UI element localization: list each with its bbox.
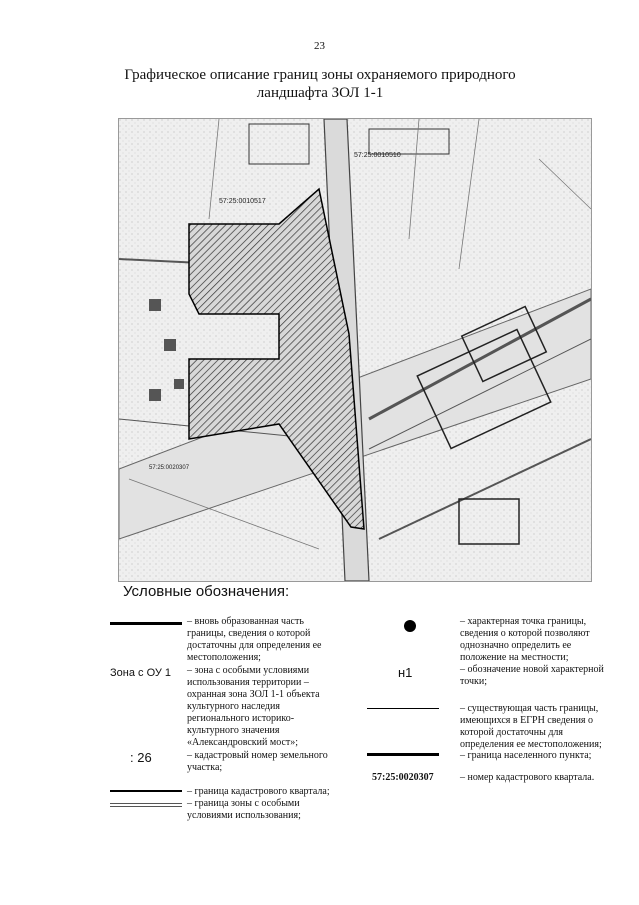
legend-thick-line-symbol (110, 622, 182, 625)
legend-text: – существующая часть границы, имеющихся в ЕГРН сведения о которой достаточны для определения ее местоположения; (460, 703, 602, 750)
legend-cadastral-number-symbol: : 26 (130, 750, 152, 765)
cadastral-map (118, 118, 592, 582)
legend-text: – граница населенного пункта; (460, 750, 592, 761)
page-number: 23 (314, 40, 325, 52)
legend-zone-boundary-symbol (110, 803, 182, 807)
legend-quarter-line-symbol (110, 790, 182, 792)
legend-text: – кадастровый номер земельного участка; (187, 750, 328, 773)
legend-heading: Условные обозначения: (123, 583, 290, 600)
map-drawing (119, 119, 591, 581)
legend-text: – вновь образованная часть границы, сведения о которой достаточны для определения ее местоположения; (187, 616, 322, 663)
parcel-label: 57:25:0010517 (219, 198, 266, 205)
title-line-1: Графическое описание границ зоны охраняемого природного (124, 67, 516, 83)
legend-text: – характерная точка границы, сведения о которой позволяют однозначно определить ее положение на местности; (460, 616, 590, 663)
legend-point-symbol (404, 620, 416, 632)
parcel-label: 57:25:0010510 (354, 152, 401, 159)
legend-settlement-boundary-symbol (367, 753, 439, 756)
legend-text: – номер кадастрового квартала. (460, 772, 595, 783)
parcel-label: 57:25:0020307 (149, 465, 190, 471)
title-line-2: ландшафта ЗОЛ 1-1 (256, 85, 384, 101)
legend-quarter-number-symbol: 57:25:0020307 (372, 772, 434, 783)
document-title (100, 66, 540, 102)
legend-new-point-symbol: н1 (398, 665, 413, 680)
legend-zone-symbol: Зона с ОУ 1 (110, 667, 172, 679)
legend-text: – граница кадастрового квартала; (187, 786, 330, 797)
legend-text: – зона с особыми условиями использования территории – охранная зона ЗОЛ 1-1 объекта культурного наследия регионального историко- культурного значения «Александровский мост»; (187, 665, 320, 748)
legend-existing-boundary-symbol (367, 708, 439, 709)
legend-text: – обозначение новой характерной точки; (460, 664, 604, 687)
legend-text: – граница зоны с особыми условиями использования; (187, 798, 301, 821)
